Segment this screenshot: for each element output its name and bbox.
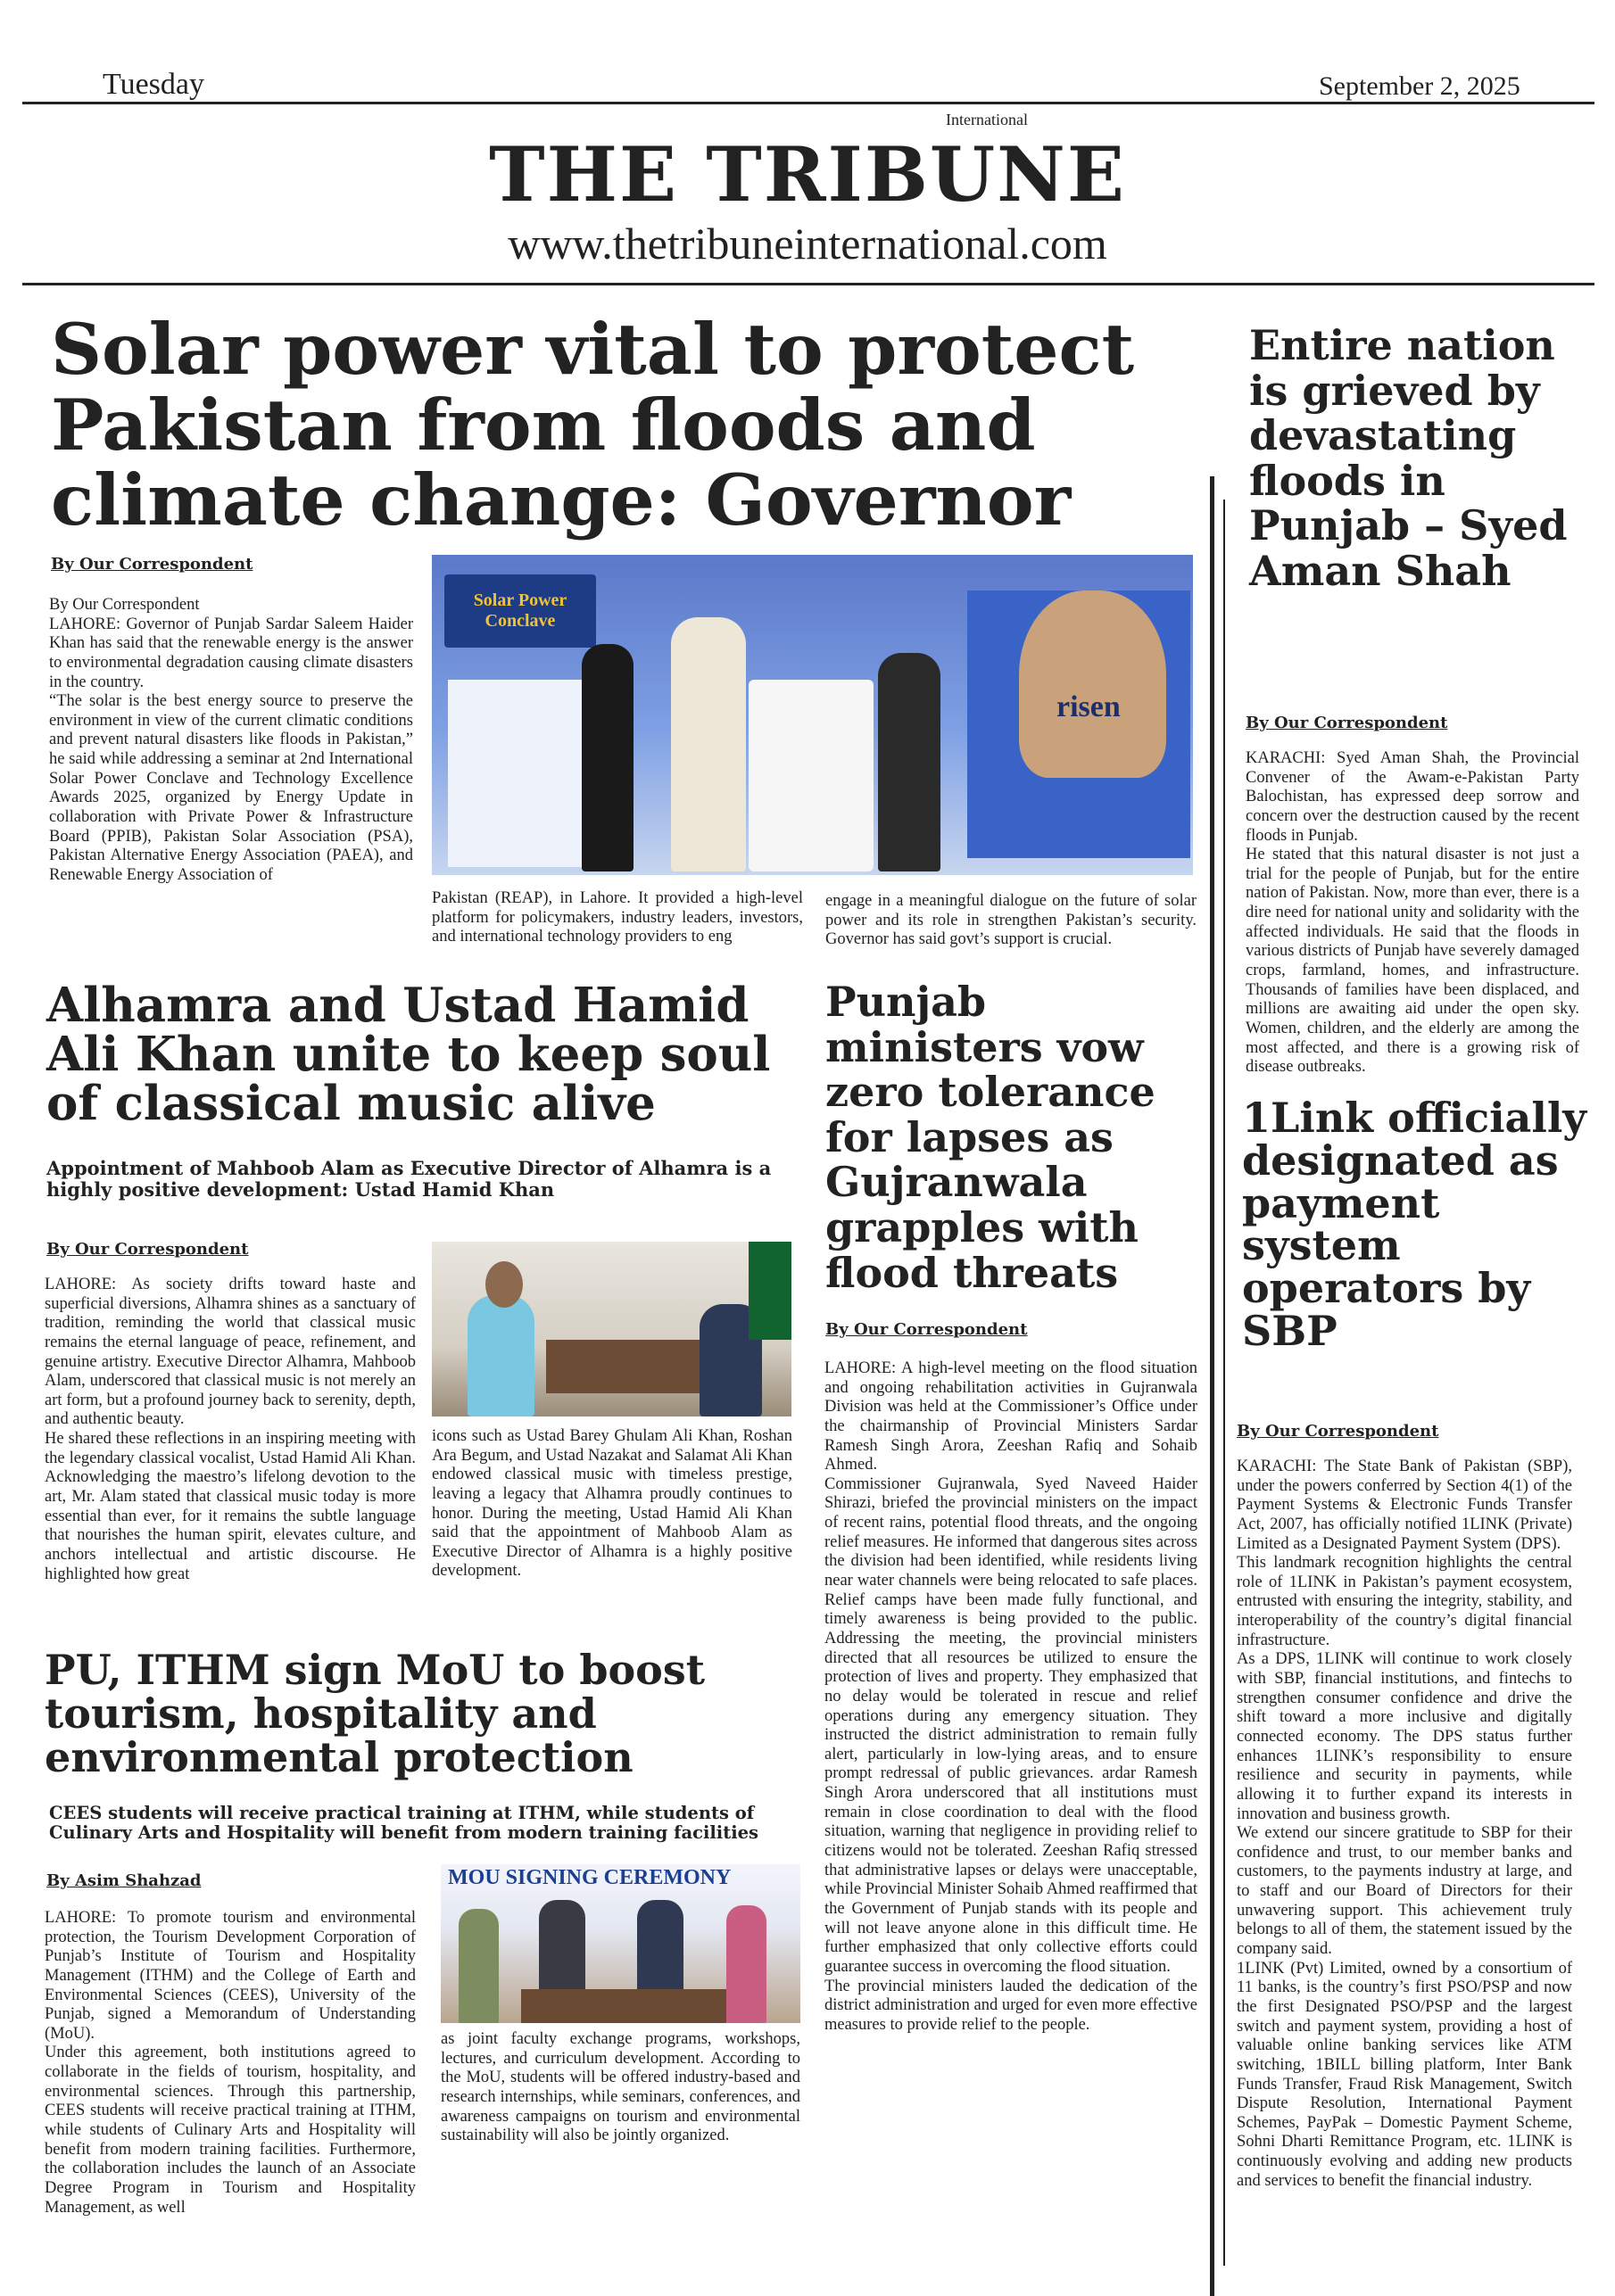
punjab-byline: By Our Correspondent xyxy=(825,1320,1028,1339)
paper-url[interactable]: www.thetribuneinternational.com xyxy=(508,219,1107,268)
alhamra-body-col1: LAHORE: As society drifts toward haste and superficial diversions, Alhamra shines as a sanctuary of tradition, reminding the world that classical music remains the eternal language of peace, refinement, and genuine artistry. Executive Director Alhamra, Mahboob Alam, underscored that classical music is not merely an art form, but a profound journey back to serenity, depth, and authentic beauty. He shared these reflections in an inspiring meeting with the legendary classical vocalist, Ustad Hamid Ali Khan. Acknowledging the maestro’s lifelong devotion to the art, Mr. Alam stated that classical music today is more essential than ever, for it remains the subtle language that nourishes the human spirit, elevates culture, and anchors intellectual and artistic discourse. He highlighted how great xyxy=(45,1276,416,1583)
punjab-headline[interactable]: Punjab ministers vow zero tolerance for lapses as Gujranwala grapples with flood threats xyxy=(825,978,1155,1297)
vocalist-head xyxy=(485,1261,523,1308)
screen-speaker-face xyxy=(1019,591,1166,778)
column-rule-thin xyxy=(1223,500,1225,2266)
pu-body-col1: LAHORE: To promote tourism and environmental protection, the Tourism Development Corporation of Punjab’s Institute of Tourism and Hospitality Management (ITHM) and the College of Earth and Environmental Sciences (CEES), University of the Punjab, signed a Memorandum of Understanding (MoU). Under this agreement, both institutions agreed to collaborate in the fields of tourism, hospitality, and environmental sciences. Through this partnership, CEES students will receive practical training at ITHM, while students of Culinary Arts and Hospitality will benefit from modern training facilities. Furthermore, the collaboration includes the launch of an Associate Degree Program in Tourism and Hospitality Management, as well xyxy=(45,1909,416,2217)
paper-title: THE TRIBUNE xyxy=(489,130,1126,219)
link-headline[interactable]: 1Link officially designated as payment system operators by SBP xyxy=(1242,1094,1587,1356)
person-right xyxy=(878,653,940,871)
alhamra-meeting-photo xyxy=(432,1242,791,1416)
solar-body-col3: engage in a meaningful dialogue on the future of solar power and its role in strengthen Pakistan’s security. Governor has said govt’s support is crucial. xyxy=(825,892,1197,949)
pu-headline[interactable]: PU, ITHM sign MoU to boost tourism, hospitality and environmental protection xyxy=(45,1646,705,1781)
aman-headline[interactable]: Entire nation is grieved by devastating floods in Punjab – Syed Aman Shah xyxy=(1249,321,1568,595)
lectern xyxy=(749,680,874,871)
person-vocalist xyxy=(468,1295,534,1416)
alhamra-deck: Appointment of Mahboob Alam as Executive Director of Alhamra is a highly positive development: Ustad Hamid Khan xyxy=(46,1157,772,1201)
column-rule-thick xyxy=(1210,476,1214,2296)
solar-event-photo xyxy=(432,555,1193,875)
link-body: KARACHI: The State Bank of Pakistan (SBP), under the powers conferred by Section 4(1) of the Payment Systems & Electronic Funds Transfer Act, 2007, has officially notified 1LINK (Private) Limited as a Designated Payment System (DPS). This landmark recognition highlights the central role of 1LINK in Pakistan’s payment ecosystem, entrusted with ensuring the integrity, stability, and interoperability of the country’s digital financial infrastructure. As a DPS, 1LINK will continue to work closely with SBP, financial institutions, and fintechs to strengthen consumer confidence and drive the shift toward a more inclusive and digitally connected economy. The DPS status further enhances 1LINK’s responsibility to ensure resilience and security in payments, while allowing it to further expand its interests in innovation and business growth. We extend our sincere gratitude to SBP for their confidence and trust, to our member banks and customers, to the payments industry at large, and to staff and our Board of Directors for their unwavering support. This achievement truly belongs to all of them, the statement issued by the company said. 1LINK (Pvt) Limited, owned by a consortium of 11 banks, is the country’s first PSO/PSP and now the first Designated PSO/PSP and the largest switch and payment system, providing a host of valuable online banking services like ATM switching, 1BILL billing platform, Inter Bank Funds Transfer, Fraud Risk Management, Switch Dispute Resolution, International Payment Schemes, PayPak – Domestic Payment Scheme, Sohni Dharti Remittance Program, etc. 1LINK is continuously evolving and adding new products and services to benefit the financial industry. xyxy=(1237,1458,1572,2190)
punjab-body: LAHORE: A high-level meeting on the flood situation and ongoing rehabilitation activities in Gujranwala Division was held at the Commissioner’s Office under the chairmanship of Provincial Ministers Sardar Ramesh Singh Arora, Zeeshan Rafiq and Sohaib Ahmed. Commissioner Gujranwala, Syed Naveed Haider Shirazi, briefed the provincial ministers on the impact of recent rains, potential flood threats, and the ongoing relief measures. He informed that dangerous sites across the division had been identified, while residents living near water channels were being relocated to safe places. Relief camps have been made fully functional, and timely awareness is being provided to the public. Addressing the meeting, the provincial ministers directed that all resources be utilized to ensure the protection of lives and property. They emphasized that no delay would be tolerated in rescue and relief operations during any emergency situation. They instructed the district administration to remain fully alert, particularly in low-lying areas, and to ensure prompt redressal of public grievances. ardar Ramesh Singh Arora underscored that all institutions must remain in close coordination to deal with the flood situation, warning that negligence in providing relief to citizens would not be tolerated. Zeeshan Rafiq stressed that administrative lapses or delays were unacceptable, while Provincial Minister Sohaib Ahmed reaffirmed that the Government of Punjab stands with its people and will not leave anyone alone in this difficult time. He further emphasized that only collective efforts could guarantee success in overcoming the flood situation. The provincial ministers lauded the dedication of the district administration and urged for even more effective measures to provide relief to the people. xyxy=(824,1359,1197,2034)
mou-ceremony-photo xyxy=(441,1864,800,2023)
link-byline: By Our Correspondent xyxy=(1237,1422,1439,1441)
issue-date: September 2, 2025 xyxy=(1319,71,1520,101)
masthead-rule-top xyxy=(22,102,1594,104)
solar-body-col1: By Our Correspondent LAHORE: Governor of Punjab Sardar Saleem Haider Khan has said that the renewable energy is the answer to environmental degradation causing climate disasters in the country. “The solar is the best energy source to preserve the environment in view of the current climatic conditions and prevent natural disasters like floods in Pakistan,” he said while addressing a seminar at 2nd International Solar Power Conclave and Technology Excellence Awards 2025, organized by Energy Update in collaboration with Private Power & Infrastructure Board (PPIB), Pakistan Solar Association (PSA), Pakistan Alternative Energy Association (PAEA), and Renewable Energy Association of xyxy=(49,596,413,884)
signing-table xyxy=(521,1989,726,2023)
masthead-rule-bottom xyxy=(22,283,1594,285)
person-left xyxy=(582,644,634,871)
person-1 xyxy=(459,1909,499,2023)
mou-banner-text: MOU SIGNING CEREMONY xyxy=(448,1866,732,1889)
alhamra-headline[interactable]: Alhamra and Ustad Hamid Ali Khan unite to keep soul of classical music alive xyxy=(46,978,771,1132)
person-4 xyxy=(726,1905,766,2023)
sponsor-board xyxy=(448,680,591,867)
aman-byline: By Our Correspondent xyxy=(1246,714,1448,732)
pu-deck: CEES students will receive practical training at ITHM, while students of Culinary Arts and Hospitality will benefit from modern training facilities xyxy=(49,1803,759,1843)
person-governor xyxy=(671,617,746,871)
pu-body-col2: as joint faculty exchange programs, workshops, lectures, and curriculum development. According to the MoU, students will be offered industry-based and research internships, while seminars, conferences, and awareness campaigns on tourism and environmental sustainability will also be jointly organized. xyxy=(441,2030,800,2145)
issue-day: Tuesday xyxy=(103,68,204,101)
photo-brand-text: risen xyxy=(1056,690,1121,723)
pu-byline: By Asim Shahzad xyxy=(46,1871,202,1890)
photo-banner-text: Solar Power Conclave xyxy=(473,591,567,631)
alhamra-body-col2: icons such as Ustad Barey Ghulam Ali Khan, Roshan Ara Begum, and Ustad Nazakat and Salamat Ali Khan endowed classical music with timeless prestige, leaving a legacy that Alhamra proudly continues to honor. During the meeting, Ustad Hamid Ali Khan said that the appointment of Mahboob Alam as Executive Director of Alhamra is a highly positive development. xyxy=(432,1427,792,1581)
aman-body: KARACHI: Syed Aman Shah, the Provincial Convener of the Awam-e-Pakistan Party Balochistan, has expressed deep sorrow and concern over the destruction caused by the recent floods in Punjab. He stated that this natural disaster is not just a trial for the people of Punjab, but for the entire nation of Pakistan. Now, more than ever, there is a dire need for national unity and solidarity with the affected individuals. He said that the floods in various districts of Punjab have severely damaged crops, farmland, homes, and infrastructure. Thousands of families have been displaced, and millions are awaiting aid under the open sky. Women, children, and the elderly are among the most affected, and there is a growing risk of disease outbreaks. xyxy=(1246,749,1579,1077)
solar-headline[interactable]: Solar power vital to protect Pakistan from floods and climate change: Governor xyxy=(51,308,1135,542)
alhamra-byline: By Our Correspondent xyxy=(46,1240,249,1259)
edition-label: International xyxy=(946,111,1028,128)
solar-body-col2: Pakistan (REAP), in Lahore. It provided a high-level platform for policymakers, industry leaders, investors, and international technology providers to eng xyxy=(432,889,803,946)
flag xyxy=(749,1242,791,1340)
solar-byline: By Our Correspondent xyxy=(51,555,253,574)
